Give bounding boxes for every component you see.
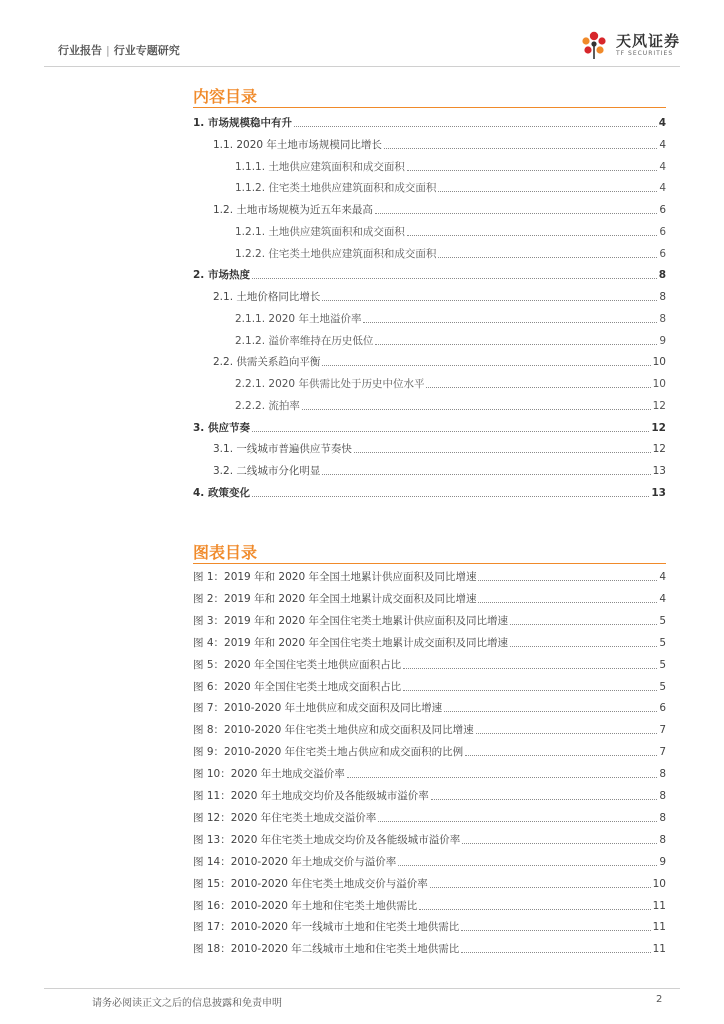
leader-dots bbox=[431, 799, 658, 800]
figure-entry[interactable] bbox=[193, 853, 666, 869]
entry-page-number: 5 bbox=[659, 680, 666, 693]
entry-label: 2.1.2. 溢价率维持在历史低位 bbox=[235, 334, 374, 347]
leader-dots bbox=[438, 191, 657, 192]
entry-page-number: 10 bbox=[652, 378, 666, 390]
entry-page-number: 10 bbox=[652, 356, 666, 369]
entry-page-number: 8 bbox=[659, 312, 666, 325]
toc-entry[interactable] bbox=[193, 114, 666, 130]
entry-label: 图 17：2010-2020 年一线城市土地和住宅类土地供需比 bbox=[193, 921, 460, 934]
toc-entry[interactable] bbox=[193, 484, 666, 500]
leader-dots bbox=[294, 126, 657, 127]
entry-label: 图 15：2010-2020 年住宅类土地成交价与溢价率 bbox=[193, 877, 428, 890]
brand-name-en: TF SECURITIES bbox=[615, 49, 674, 57]
entry-page-number: 11 bbox=[652, 943, 666, 956]
entry-label: 图 6：2020 年全国住宅类土地成交面积占比 bbox=[193, 680, 402, 693]
leader-dots bbox=[407, 235, 657, 236]
figure-entry[interactable] bbox=[193, 568, 666, 584]
entry-page-number: 6 bbox=[659, 225, 666, 238]
entry-page-number: 7 bbox=[659, 746, 666, 759]
entry-page-number: 8 bbox=[659, 291, 666, 303]
toc-entry[interactable] bbox=[213, 201, 666, 217]
entry-label: 2. 市场热度 bbox=[193, 269, 250, 282]
entry-page-number: 12 bbox=[652, 443, 666, 456]
entry-page-number: 9 bbox=[659, 855, 666, 868]
category-label: 行业报告 bbox=[58, 44, 102, 57]
entry-label: 2.2.1. 2020 年供需比处于历史中位水平 bbox=[235, 378, 425, 390]
entry-label: 图 2：2019 年和 2020 年全国土地累计成交面积及同比增速 bbox=[193, 592, 477, 605]
toc-entry[interactable] bbox=[235, 223, 666, 239]
entry-label: 1.1. 2020 年土地市场规模同比增长 bbox=[213, 138, 382, 151]
entry-label: 1.1.2. 住宅类土地供应建筑面积和成交面积 bbox=[235, 182, 437, 195]
leader-dots bbox=[465, 755, 657, 756]
entry-label: 3.2. 二线城市分化明显 bbox=[213, 465, 321, 477]
figure-entry[interactable] bbox=[193, 590, 666, 606]
entry-page-number: 6 bbox=[659, 204, 666, 216]
entry-page-number: 8 bbox=[659, 768, 666, 781]
entry-page-number: 5 bbox=[659, 658, 666, 671]
toc-entry[interactable] bbox=[235, 375, 666, 391]
entry-label: 图 4：2019 年和 2020 年全国住宅类土地累计成交面积及同比增速 bbox=[193, 636, 508, 649]
entry-label: 3.1. 一线城市普遍供应节奏快 bbox=[213, 443, 352, 456]
figure-entry[interactable] bbox=[193, 699, 666, 715]
leader-dots bbox=[322, 474, 650, 475]
leader-dots bbox=[510, 646, 657, 647]
leader-dots bbox=[444, 711, 657, 712]
entry-label: 图 12：2020 年住宅类土地成交溢价率 bbox=[193, 811, 377, 824]
toc-entry[interactable] bbox=[235, 310, 666, 326]
entry-label: 1.2.1. 土地供应建筑面积和成交面积 bbox=[235, 225, 405, 238]
entry-page-number: 7 bbox=[659, 724, 666, 737]
figure-entry[interactable] bbox=[193, 875, 666, 891]
figure-entry[interactable] bbox=[193, 831, 666, 847]
leader-dots bbox=[462, 843, 657, 844]
toc-entry[interactable] bbox=[213, 353, 666, 369]
entry-label: 图 18：2010-2020 年二线城市土地和住宅类土地供需比 bbox=[193, 943, 460, 956]
leader-dots bbox=[419, 909, 650, 910]
leader-dots bbox=[438, 257, 657, 258]
entry-label: 1.2. 土地市场规模为近五年来最高 bbox=[213, 204, 373, 216]
leader-dots bbox=[426, 387, 650, 388]
leader-dots bbox=[322, 365, 650, 366]
entry-page-number: 8 bbox=[659, 790, 666, 802]
entry-page-number: 6 bbox=[659, 702, 666, 715]
toc-entry[interactable] bbox=[235, 179, 666, 195]
leader-dots bbox=[252, 278, 657, 279]
leader-dots bbox=[363, 322, 657, 323]
entry-page-number: 4 bbox=[659, 160, 666, 173]
entry-label: 2.1. 土地价格同比增长 bbox=[213, 291, 321, 303]
figure-entry[interactable] bbox=[193, 809, 666, 825]
entry-page-number: 5 bbox=[659, 614, 666, 627]
entry-page-number: 4 bbox=[659, 571, 666, 583]
figure-entry[interactable] bbox=[193, 940, 666, 956]
brand-name-cn: 天风证券 bbox=[615, 31, 680, 50]
entry-page-number: 8 bbox=[658, 269, 666, 282]
toc-entry[interactable] bbox=[213, 462, 666, 478]
subcategory-label: 行业专题研究 bbox=[113, 44, 180, 57]
leader-dots bbox=[375, 344, 657, 345]
figures-title-underline bbox=[193, 563, 666, 564]
toc-entry[interactable] bbox=[193, 266, 666, 282]
entry-page-number: 4 bbox=[659, 138, 666, 151]
toc-title: 内容目录 bbox=[193, 87, 258, 106]
page-header bbox=[44, 28, 680, 64]
leader-dots bbox=[354, 452, 651, 453]
leader-dots bbox=[478, 602, 657, 603]
entry-page-number: 6 bbox=[659, 247, 666, 260]
leader-dots bbox=[252, 496, 649, 497]
entry-label: 2.2. 供需关系趋向平衡 bbox=[213, 356, 321, 369]
entry-label: 3. 供应节奏 bbox=[193, 421, 250, 434]
entry-page-number: 10 bbox=[652, 877, 666, 890]
report-category bbox=[58, 42, 180, 58]
page-number: 2 bbox=[656, 994, 663, 1005]
leader-dots bbox=[476, 733, 658, 734]
leader-dots bbox=[252, 431, 649, 432]
toc-entry[interactable] bbox=[213, 136, 666, 152]
leader-dots bbox=[378, 821, 657, 822]
figure-entry[interactable] bbox=[193, 721, 666, 737]
entry-label: 图 8：2010-2020 年住宅类土地供应和成交面积及同比增速 bbox=[193, 724, 474, 737]
entry-label: 4. 政策变化 bbox=[193, 486, 250, 499]
leader-dots bbox=[478, 580, 657, 581]
entry-page-number: 8 bbox=[659, 811, 666, 824]
entry-label: 2.2.2. 流拍率 bbox=[235, 399, 300, 412]
category-separator: | bbox=[106, 44, 110, 57]
toc-entry[interactable] bbox=[235, 245, 666, 261]
entry-page-number: 12 bbox=[652, 399, 666, 412]
entry-label: 图 9：2010-2020 年住宅类土地占供应和成交面积的比例 bbox=[193, 746, 464, 759]
figure-entry[interactable] bbox=[193, 612, 666, 628]
leader-dots bbox=[398, 865, 657, 866]
figure-entry[interactable] bbox=[193, 918, 666, 934]
figure-entry[interactable] bbox=[193, 656, 666, 672]
figure-entry[interactable] bbox=[193, 787, 666, 803]
figure-entry[interactable] bbox=[193, 678, 666, 694]
header-divider bbox=[44, 66, 680, 67]
entry-page-number: 4 bbox=[659, 182, 666, 195]
footer-divider bbox=[44, 988, 680, 989]
entry-page-number: 11 bbox=[652, 899, 666, 912]
leader-dots bbox=[430, 887, 651, 888]
entry-page-number: 9 bbox=[659, 334, 666, 347]
entry-label: 图 5：2020 年全国住宅类土地供应面积占比 bbox=[193, 658, 402, 671]
toc-entry[interactable] bbox=[213, 288, 666, 304]
toc-entry[interactable] bbox=[235, 332, 666, 348]
entry-label: 图 1：2019 年和 2020 年全国土地累计供应面积及同比增速 bbox=[193, 571, 477, 583]
leader-dots bbox=[375, 213, 657, 214]
leader-dots bbox=[510, 624, 657, 625]
figure-entry[interactable] bbox=[193, 765, 666, 781]
entry-label: 图 11：2020 年土地成交均价及各能级城市溢价率 bbox=[193, 790, 429, 802]
entry-label: 1. 市场规模稳中有升 bbox=[193, 117, 292, 129]
toc-title-underline bbox=[193, 107, 666, 108]
entry-label: 图 16：2010-2020 年土地和住宅类土地供需比 bbox=[193, 899, 418, 912]
entry-page-number: 5 bbox=[659, 636, 666, 649]
toc-entry[interactable] bbox=[213, 440, 666, 456]
toc-entry[interactable] bbox=[235, 158, 666, 174]
entry-page-number: 13 bbox=[651, 486, 666, 499]
leader-dots bbox=[384, 148, 657, 149]
leader-dots bbox=[403, 668, 657, 669]
leader-dots bbox=[403, 690, 657, 691]
entry-label: 1.1.1. 土地供应建筑面积和成交面积 bbox=[235, 160, 405, 173]
entry-label: 图 10：2020 年土地成交溢价率 bbox=[193, 768, 345, 781]
entry-label: 图 3：2019 年和 2020 年全国住宅类土地累计供应面积及同比增速 bbox=[193, 614, 508, 627]
entry-page-number: 12 bbox=[651, 421, 666, 434]
toc-entry[interactable] bbox=[193, 419, 666, 435]
entry-page-number: 4 bbox=[659, 592, 666, 605]
entry-label: 2.1.1. 2020 年土地溢价率 bbox=[235, 312, 362, 325]
leader-dots bbox=[347, 777, 658, 778]
entry-page-number: 8 bbox=[659, 833, 666, 846]
entry-label: 图 13：2020 年住宅类土地成交均价及各能级城市溢价率 bbox=[193, 833, 461, 846]
entry-label: 图 14：2010-2020 年土地成交价与溢价率 bbox=[193, 855, 397, 868]
entry-page-number: 11 bbox=[652, 921, 666, 934]
leader-dots bbox=[461, 930, 650, 931]
flower-logo-icon bbox=[578, 29, 610, 61]
leader-dots bbox=[407, 170, 657, 171]
leader-dots bbox=[461, 952, 650, 953]
leader-dots bbox=[322, 300, 657, 301]
brand-logo bbox=[578, 28, 680, 62]
leader-dots bbox=[302, 409, 651, 410]
toc-entry[interactable] bbox=[235, 397, 666, 413]
disclaimer-text: 请务必阅读正文之后的信息披露和免责申明 bbox=[92, 998, 282, 1009]
figure-entry[interactable] bbox=[193, 634, 666, 650]
figure-entry[interactable] bbox=[193, 743, 666, 759]
entry-label: 图 7：2010-2020 年土地供应和成交面积及同比增速 bbox=[193, 702, 443, 715]
entry-label: 1.2.2. 住宅类土地供应建筑面积和成交面积 bbox=[235, 247, 437, 260]
entry-page-number: 13 bbox=[652, 465, 666, 477]
entry-page-number: 4 bbox=[658, 117, 666, 129]
figures-title: 图表目录 bbox=[193, 543, 258, 562]
figure-entry[interactable] bbox=[193, 897, 666, 913]
